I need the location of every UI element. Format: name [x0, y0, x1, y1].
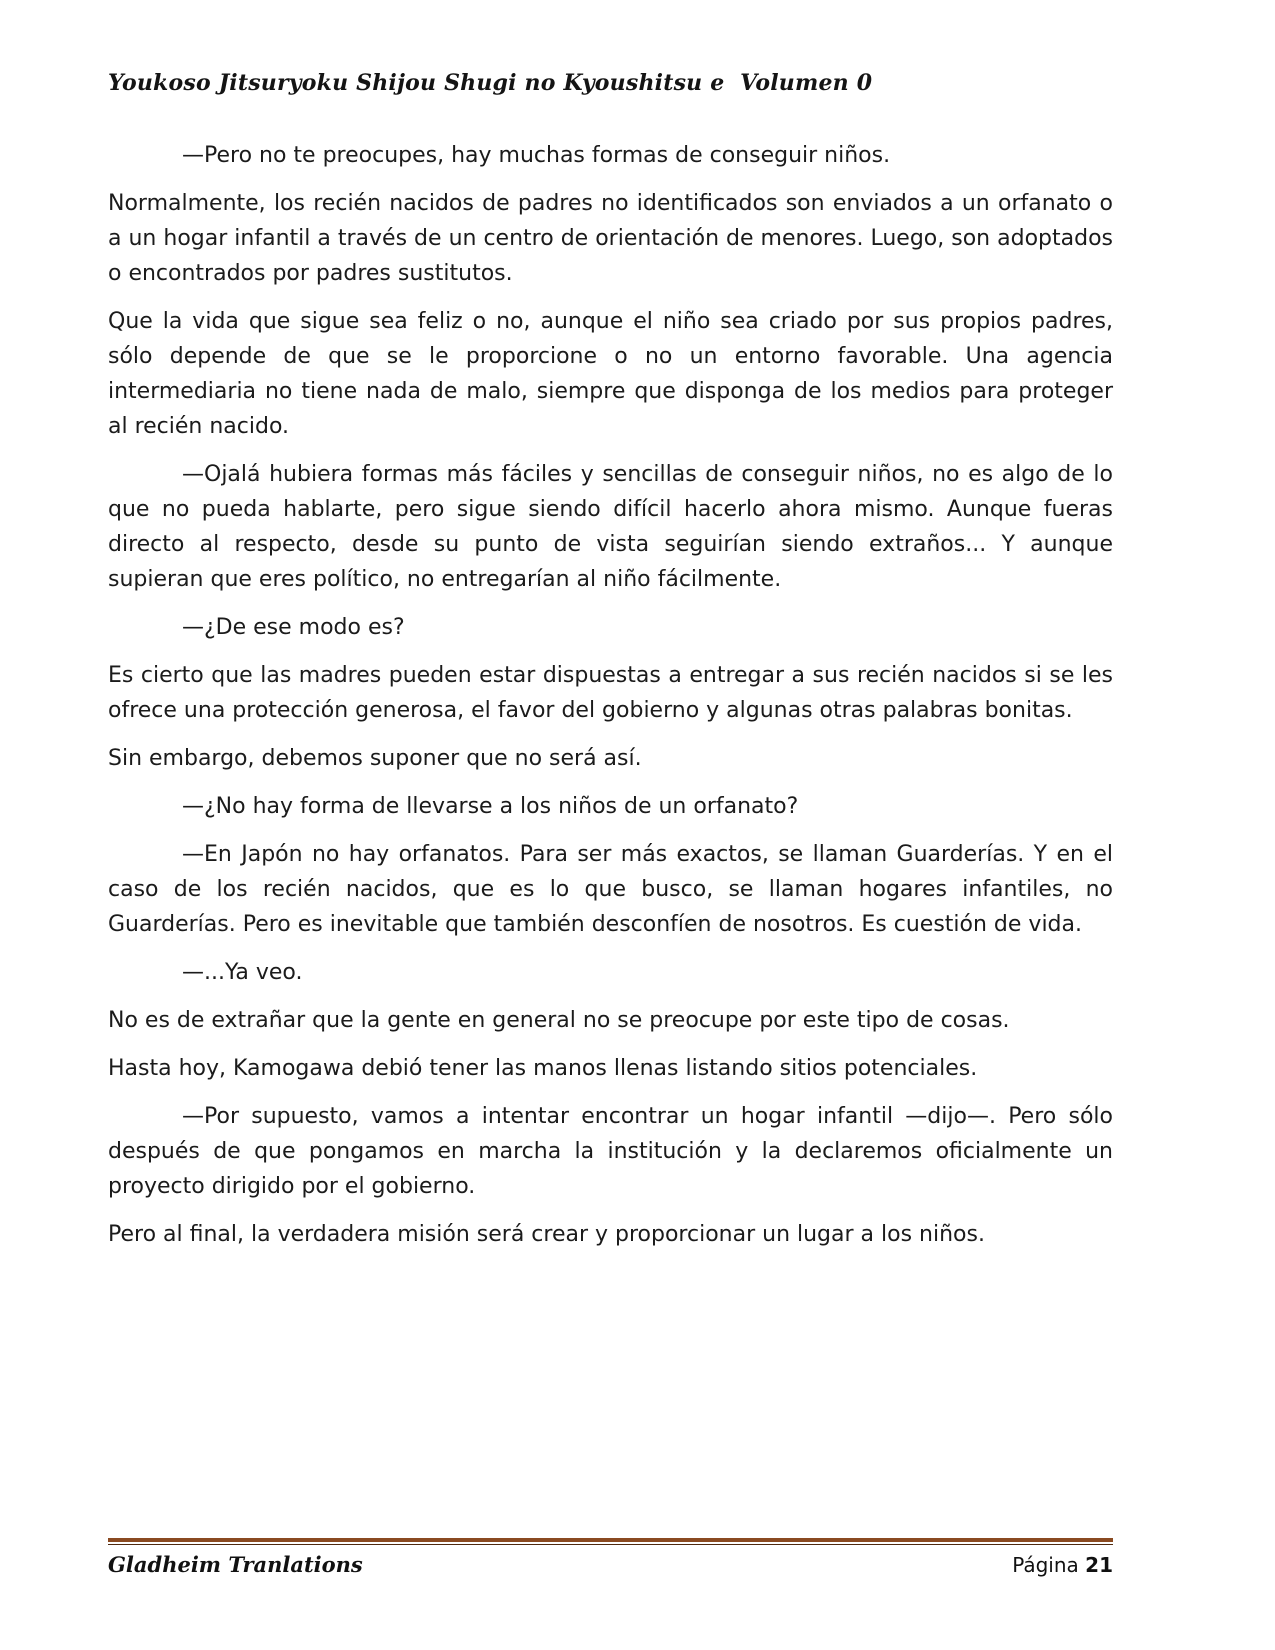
paragraph: Es cierto que las madres pueden estar dispuestas a entregar a sus recién nacidos si se les ofrece una protección generosa, el favor del gobierno y algunas otras palabras bonitas.	[108, 663, 1113, 723]
paragraph: —Por supuesto, vamos a intentar encontrar un hogar infantil —dijo—. Pero sólo después de que pongamos en marcha la institución y la declaremos oficialmente un proyecto dirigido por el gobierno.	[108, 1104, 1113, 1199]
footer-row	[108, 1552, 1113, 1577]
paragraph: —Ojalá hubiera formas más fáciles y sencillas de conseguir niños, no es algo de lo que no pueda hablarte, pero sigue siendo difícil hacerlo ahora mismo. Aunque fueras directo al respecto, desde su punto de vista seguirían siendo extraños... Y aunque supieran que eres político, no entregarían al niño fácilmente.	[108, 462, 1113, 592]
paragraph: —¿No hay forma de llevarse a los niños de un orfanato?	[182, 794, 799, 819]
paragraph: Sin embargo, debemos suponer que no será así.	[108, 746, 642, 771]
footer-page-number: 21	[1085, 1553, 1113, 1577]
document-footer	[108, 1538, 1113, 1577]
paragraph: —En Japón no hay orfanatos. Para ser más exactos, se llaman Guarderías. Y en el caso de los recién nacidos, que es lo que busco, se llaman hogares infantiles, no Guarderías. Pero es inevitable que también desconfíen de nosotros. Es cuestión de vida.	[108, 842, 1113, 937]
document-body	[108, 138, 1113, 1265]
paragraph: —Pero no te preocupes, hay muchas formas de conseguir niños.	[182, 143, 891, 168]
footer-page-label: Página	[1012, 1553, 1079, 1577]
document-header	[108, 70, 1155, 96]
paragraph: No es de extrañar que la gente en general no se preocupe por este tipo de cosas.	[108, 1008, 1010, 1033]
paragraph: —...Ya veo.	[182, 960, 303, 985]
paragraph: Normalmente, los recién nacidos de padres no identificados son enviados a un orfanato o a un hogar infantil a través de un centro de orientación de menores. Luego, son adoptados o encontrados por padres sustitutos.	[108, 191, 1113, 286]
paragraph: —¿De ese modo es?	[182, 615, 405, 640]
paragraph: Hasta hoy, Kamogawa debió tener las manos llenas listando sitios potenciales.	[108, 1056, 978, 1081]
paragraph: Pero al final, la verdadera misión será crear y proporcionar un lugar a los niños.	[108, 1222, 985, 1247]
footer-indicator	[1012, 1553, 1113, 1577]
footer-brand: Gladheim Tranlations	[108, 1552, 363, 1577]
header-title: Youkoso Jitsuryoku Shijou Shugi no Kyoushitsu e Volumen 0	[108, 70, 873, 96]
paragraph: Que la vida que sigue sea feliz o no, aunque el niño sea criado por sus propios padres, sólo depende de que se le proporcione o no un entorno favorable. Una agencia intermediaria no tiene nada de malo, siempre que disponga de los medios para proteger al recién nacido.	[108, 309, 1113, 439]
footer-rule	[108, 1538, 1113, 1545]
